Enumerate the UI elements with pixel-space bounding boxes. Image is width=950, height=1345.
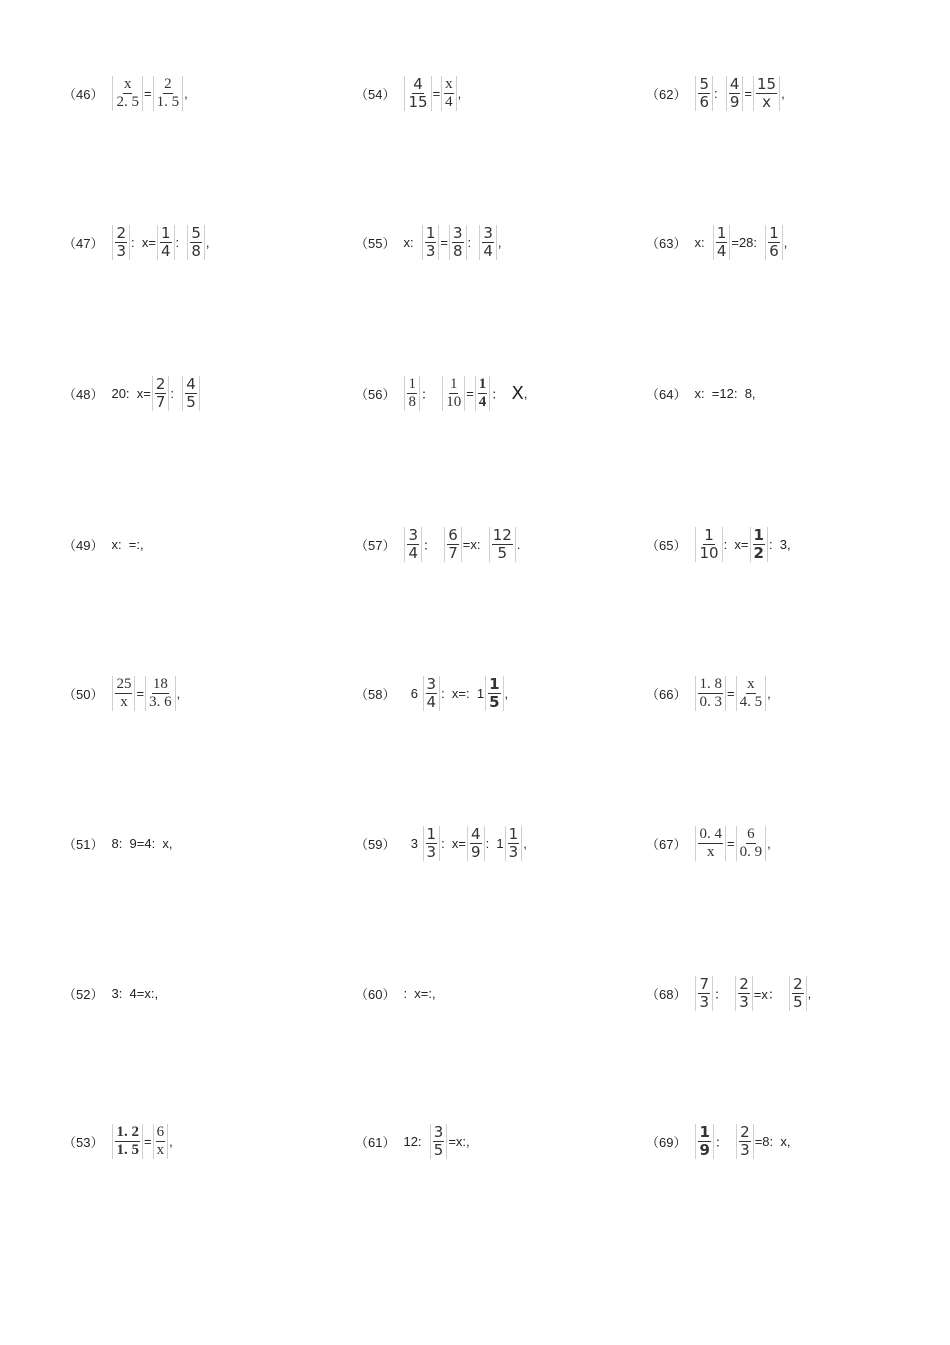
- fraction-numerator: 25: [116, 675, 132, 692]
- fraction: [422, 225, 440, 260]
- equation-text: ,: [767, 835, 771, 851]
- problem-item: [355, 818, 527, 868]
- fraction: [467, 826, 485, 861]
- fraction-denominator: 6: [769, 241, 779, 260]
- problem-number: （67）: [646, 836, 687, 852]
- equation-text: =: [432, 85, 441, 101]
- fraction: [187, 225, 205, 260]
- equation-text: =: [136, 685, 145, 701]
- fraction-denominator: 10: [699, 543, 719, 562]
- fraction-numerator: 1: [160, 223, 171, 242]
- fraction-numerator: 7: [699, 974, 710, 993]
- fraction-denominator: 2. 5: [116, 93, 139, 110]
- problem-item: [646, 217, 787, 267]
- fraction-denominator: 3: [425, 241, 436, 260]
- fraction: [157, 225, 175, 260]
- fraction-numerator: 1: [716, 223, 727, 242]
- fraction-numerator: 2: [740, 1122, 750, 1141]
- fraction-numerator: 1: [699, 1122, 710, 1141]
- fraction-numerator: 15: [757, 74, 777, 93]
- fraction: [153, 1124, 169, 1159]
- equation-text: : x=:,: [403, 985, 436, 1001]
- equation-text: 3: 4=x:,: [111, 985, 159, 1001]
- fraction-denominator: 6: [699, 92, 710, 111]
- equation-text: =: [744, 85, 752, 101]
- equation-text: 20: x=: [111, 385, 151, 401]
- fraction-numerator: 4: [471, 824, 481, 843]
- fraction-numerator: 1. 2: [116, 1123, 139, 1140]
- fraction: [485, 676, 503, 711]
- fraction: [489, 527, 516, 562]
- fraction-denominator: 5: [186, 392, 196, 411]
- problem-number: （54）: [355, 86, 396, 102]
- equation-text: ,: [767, 685, 771, 701]
- problem-item: [63, 668, 180, 718]
- fraction-denominator: 4: [478, 393, 487, 410]
- problem-item: [646, 968, 811, 1018]
- problem-number: （59）: [355, 836, 396, 852]
- fraction-denominator: 4: [160, 241, 171, 260]
- fraction: [753, 76, 780, 111]
- fraction: [479, 225, 497, 260]
- problem-item: [355, 217, 502, 267]
- fraction: [112, 1124, 143, 1159]
- equation-text: 12:: [403, 1133, 429, 1149]
- fraction-denominator: 5: [793, 992, 803, 1011]
- equation-text: x:: [403, 234, 421, 250]
- equation-text: =: [466, 385, 474, 401]
- equation-text: =: [726, 685, 735, 701]
- equation-text: x: =12: 8,: [694, 385, 756, 401]
- fraction-denominator: 8: [408, 393, 416, 410]
- fraction-denominator: 3: [508, 842, 519, 861]
- fraction-numerator: 2: [155, 374, 166, 393]
- fraction-denominator: 3: [740, 1140, 750, 1159]
- equation-text: ,: [523, 385, 528, 401]
- equation-text: =28:: [731, 234, 765, 250]
- fraction: [789, 976, 807, 1011]
- fraction: [765, 225, 783, 260]
- fraction: [404, 527, 422, 562]
- equation-text: ,: [457, 85, 462, 101]
- problem-item: [646, 1116, 790, 1166]
- fraction: [153, 76, 184, 111]
- equation-text: ,: [497, 234, 502, 250]
- fraction-numerator: x: [445, 75, 453, 92]
- fraction-denominator: 9: [699, 1140, 710, 1159]
- equation-text: .: [516, 536, 521, 552]
- fraction-denominator: 4: [408, 543, 419, 562]
- fraction: [152, 376, 170, 411]
- fraction-numerator: 2: [739, 974, 749, 993]
- equation-text: : x=: [131, 234, 156, 250]
- problem-item: [355, 1116, 470, 1166]
- fraction: [736, 676, 767, 711]
- problem-item: [63, 217, 210, 267]
- fraction-numerator: 18: [152, 675, 168, 692]
- fraction: [695, 527, 722, 562]
- fraction-numerator: 2: [116, 223, 127, 242]
- fraction-numerator: 1: [704, 525, 714, 544]
- equation-text: ,: [523, 835, 527, 851]
- fraction-numerator: 1: [449, 375, 458, 392]
- problem-number: （56）: [355, 386, 396, 402]
- fraction-denominator: 4: [426, 692, 437, 711]
- equation-text: =: [143, 85, 152, 101]
- equation-text: =: [143, 1133, 152, 1149]
- fraction: [726, 76, 744, 111]
- fraction: [695, 1124, 713, 1159]
- problem-number: （47）: [63, 235, 104, 251]
- fraction-numerator: 1. 8: [699, 675, 722, 692]
- problem-item: [355, 968, 436, 1018]
- problem-item: [63, 818, 173, 868]
- fraction-denominator: 4. 5: [739, 693, 763, 710]
- fraction-numerator: 12: [492, 525, 512, 544]
- equation-text: =x:: [462, 536, 488, 552]
- problem-number: （58）: [355, 686, 396, 702]
- fraction-denominator: x: [156, 1141, 165, 1158]
- fraction-numerator: 1: [478, 375, 487, 392]
- equation-text: 6: [403, 685, 422, 701]
- equation-text: x:: [694, 234, 712, 250]
- fraction: [505, 826, 523, 861]
- fraction-numerator: x: [747, 675, 755, 692]
- problem-number: （55）: [355, 235, 396, 251]
- problem-item: [63, 519, 144, 569]
- problem-item: [646, 668, 771, 718]
- problem-item: [63, 68, 188, 118]
- fraction: [695, 976, 713, 1011]
- fraction-denominator: 8: [191, 241, 201, 260]
- equation-text: =x:,: [448, 1133, 470, 1149]
- equation-text: x: =:,: [111, 536, 144, 552]
- fraction-numerator: 4: [186, 374, 196, 393]
- equation-text: 3: [403, 835, 422, 851]
- fraction-denominator: 4: [716, 241, 727, 260]
- fraction-denominator: 7: [155, 392, 166, 411]
- fraction-numerator: 1: [489, 674, 500, 693]
- problem-item: [63, 1116, 173, 1166]
- fraction-numerator: 2: [164, 75, 172, 92]
- fraction-numerator: 5: [191, 223, 201, 242]
- fraction: [112, 76, 143, 111]
- problem-number: （46）: [63, 86, 104, 102]
- problem-number: （65）: [646, 537, 687, 553]
- fraction-denominator: 1. 5: [116, 1141, 139, 1158]
- fraction: [475, 376, 491, 411]
- fraction: [713, 225, 731, 260]
- equation-text: :: [175, 234, 187, 250]
- problem-item: [646, 368, 756, 418]
- fraction-numerator: 3: [408, 525, 419, 544]
- fraction-denominator: 9: [729, 92, 740, 111]
- fraction: [441, 76, 457, 111]
- equation-text: ：: [491, 386, 512, 402]
- problem-item: [355, 68, 461, 118]
- fraction-denominator: 3: [116, 241, 127, 260]
- equation-text: : x=: 1: [441, 685, 485, 701]
- equation-text: ,: [176, 685, 181, 701]
- problem-number: （49）: [63, 537, 104, 553]
- equation-text: ,: [807, 985, 812, 1001]
- fraction-denominator: 5: [489, 692, 500, 711]
- problem-number: （63）: [646, 235, 687, 251]
- fraction-denominator: 15: [408, 92, 428, 111]
- problem-number: （50）: [63, 686, 104, 702]
- fraction: [112, 225, 130, 260]
- fraction: [112, 676, 135, 711]
- fraction: [404, 76, 431, 111]
- problem-item: [646, 68, 785, 118]
- fraction-numerator: 3: [433, 1122, 444, 1141]
- fraction: [444, 527, 462, 562]
- equation-text: 8: 9=4: x,: [111, 835, 173, 851]
- fraction-denominator: 4: [445, 93, 453, 110]
- fraction-numerator: 4: [413, 74, 423, 93]
- problem-item: [355, 668, 508, 718]
- problem-item: [63, 968, 158, 1018]
- equation-text: :: [714, 85, 725, 101]
- equation-text: :: [467, 234, 479, 250]
- fraction-denominator: 3. 6: [149, 693, 172, 710]
- equation-text: =x：: [753, 986, 789, 1002]
- problem-number: （57）: [355, 537, 396, 553]
- fraction-denominator: 4: [483, 241, 493, 260]
- fraction-denominator: 1. 5: [156, 93, 180, 110]
- equation-text: ,: [205, 234, 210, 250]
- fraction-numerator: 3: [452, 223, 463, 242]
- problem-item: [355, 519, 520, 569]
- problem-number: （60）: [355, 986, 396, 1002]
- problem-number: （52）: [63, 986, 104, 1002]
- fraction-numerator: 6: [156, 1123, 165, 1140]
- equation-text: ,: [184, 85, 188, 101]
- fraction: [430, 1124, 448, 1159]
- fraction-numerator: 5: [699, 74, 710, 93]
- fraction-denominator: 3: [699, 992, 710, 1011]
- fraction: [182, 376, 200, 411]
- fraction-numerator: 3: [483, 223, 493, 242]
- fraction: [145, 676, 176, 711]
- fraction-numerator: 1: [426, 824, 437, 843]
- fraction: [736, 1124, 754, 1159]
- fraction-numerator: 6: [448, 525, 458, 544]
- fraction: [695, 826, 726, 861]
- fraction-denominator: 2: [753, 543, 764, 562]
- equation-text: ：: [423, 537, 444, 553]
- fraction-denominator: 9: [471, 842, 481, 861]
- problem-number: （68）: [646, 986, 687, 1002]
- fraction-denominator: x: [762, 92, 771, 111]
- equation-text: :: [170, 385, 182, 401]
- problem-number: （53）: [63, 1134, 104, 1150]
- equation-text: ,: [783, 234, 788, 250]
- equation-text: : x=: [723, 536, 749, 552]
- fraction-denominator: 5: [433, 1140, 444, 1159]
- equation-text: ：: [714, 1134, 736, 1150]
- fraction-numerator: 2: [793, 974, 803, 993]
- problem-number: （48）: [63, 386, 104, 402]
- variable-x: X: [511, 382, 524, 404]
- fraction: [695, 676, 726, 711]
- fraction-denominator: 0. 3: [699, 693, 722, 710]
- equation-text: ,: [169, 1133, 173, 1149]
- equation-text: ,: [781, 85, 785, 101]
- equation-text: =: [440, 234, 448, 250]
- problem-number: （69）: [646, 1134, 687, 1150]
- equation-text: ,: [504, 685, 509, 701]
- problem-number: （62）: [646, 86, 687, 102]
- equation-text: ：: [420, 386, 442, 402]
- fraction-numerator: 1: [769, 223, 779, 242]
- fraction-numerator: 0. 4: [699, 825, 722, 842]
- fraction-numerator: x: [123, 75, 132, 92]
- fraction-denominator: 7: [448, 543, 458, 562]
- fraction: [750, 527, 768, 562]
- fraction: [423, 676, 441, 711]
- fraction: [442, 376, 465, 411]
- fraction-denominator: x: [706, 843, 715, 860]
- fraction: [736, 826, 767, 861]
- fraction-denominator: 10: [446, 393, 462, 410]
- problem-item: [63, 368, 201, 418]
- fraction: [423, 826, 441, 861]
- equation-text: : 1: [485, 835, 504, 851]
- problem-item: [646, 519, 791, 569]
- problem-number: （61）: [355, 1134, 396, 1150]
- problem-number: （66）: [646, 686, 687, 702]
- fraction-numerator: 4: [729, 74, 740, 93]
- equation-text: =8: x,: [754, 1133, 791, 1149]
- fraction: [695, 76, 713, 111]
- fraction-numerator: 3: [426, 674, 437, 693]
- fraction: [449, 225, 467, 260]
- problem-item: [355, 368, 528, 418]
- equation-text: ：: [714, 986, 735, 1002]
- equation-text: : x=: [441, 835, 467, 851]
- problem-number: （64）: [646, 386, 687, 402]
- problem-item: [646, 818, 771, 868]
- fraction: [735, 976, 753, 1011]
- fraction-denominator: 0. 9: [739, 843, 763, 860]
- fraction-denominator: 3: [426, 842, 437, 861]
- equation-text: =: [726, 835, 735, 851]
- fraction-denominator: 5: [497, 543, 508, 562]
- fraction-numerator: 1: [408, 375, 416, 392]
- fraction-denominator: x: [120, 693, 128, 710]
- fraction-numerator: 1: [753, 525, 764, 544]
- fraction-numerator: 1: [425, 223, 436, 242]
- fraction: [404, 376, 420, 411]
- fraction-denominator: 8: [452, 241, 463, 260]
- fraction-numerator: 1: [508, 824, 519, 843]
- problem-number: （51）: [63, 836, 104, 852]
- fraction-denominator: 3: [739, 992, 749, 1011]
- fraction-numerator: 6: [747, 825, 755, 842]
- equation-text: : 3,: [768, 536, 791, 552]
